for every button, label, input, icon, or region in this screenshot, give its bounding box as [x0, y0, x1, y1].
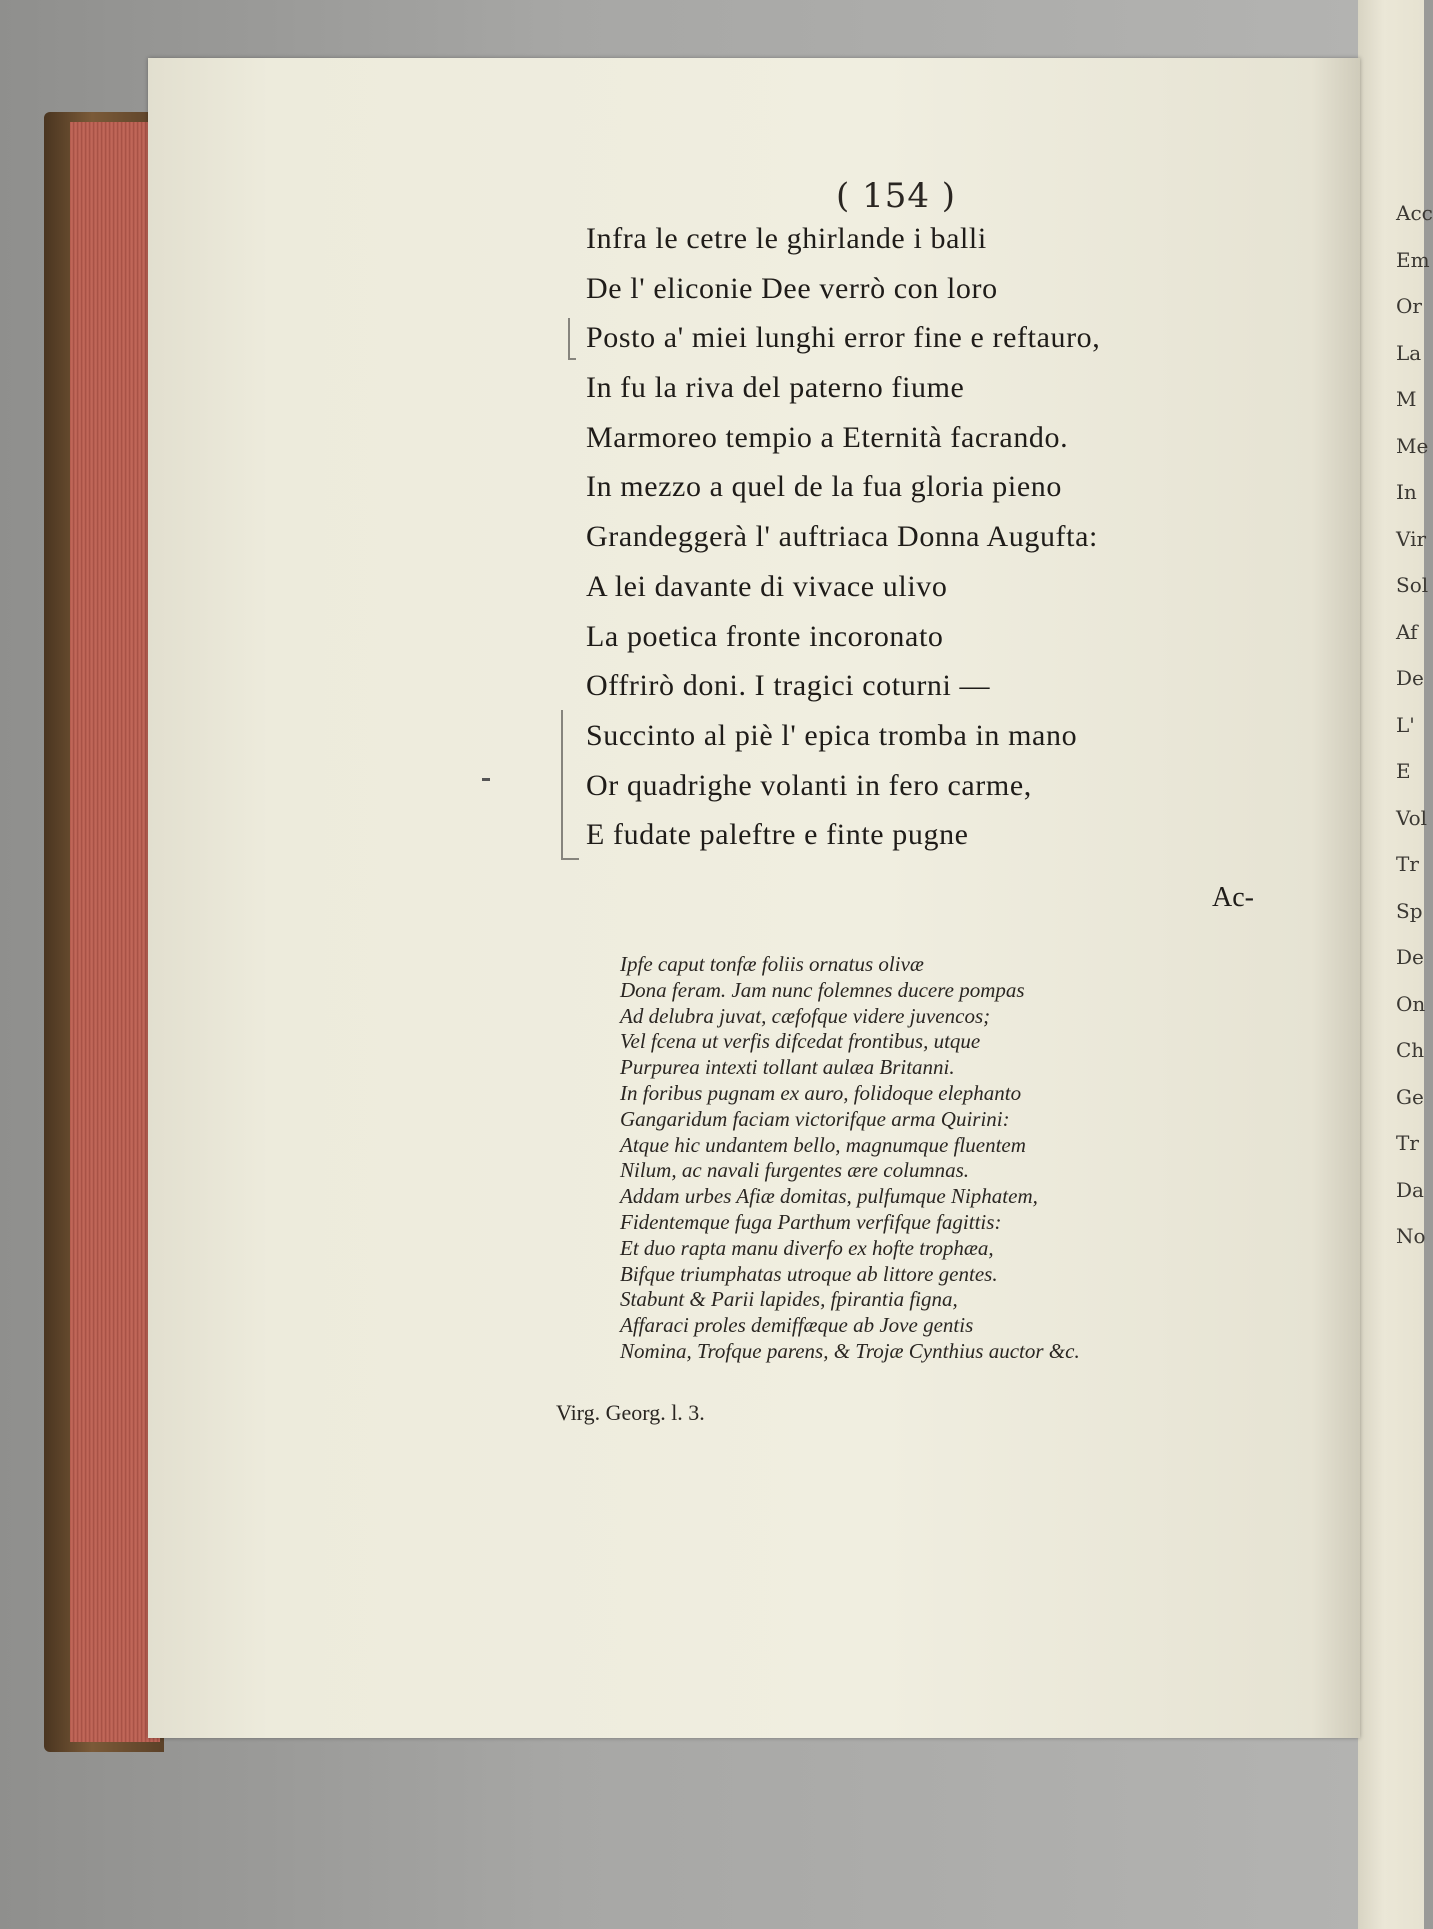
verse-line: In fu la riva del paterno fiume: [586, 371, 965, 405]
verse-line: E fudate paleftre e finte pugne: [586, 818, 969, 852]
verse-line: La poetica fronte incoronato: [586, 619, 944, 653]
verse-block: [586, 214, 1326, 860]
facing-page-text: [1396, 190, 1433, 1260]
footnote-line: Gangaridum faciam victorifque arma Quirini:: [620, 1106, 1010, 1131]
footnote-line: Vel fcena ut verfis difcedat frontibus, utque: [620, 1029, 981, 1054]
footnote-line: Bifque triumphatas utroque ab littore gentes.: [620, 1261, 998, 1286]
facing-letter: De: [1396, 666, 1424, 690]
facing-letter: Vir: [1396, 526, 1427, 551]
footnote-line: Ipfe caput tonfæ foliis ornatus olivæ: [620, 952, 924, 976]
facing-letter: Em: [1396, 247, 1430, 272]
pencil-bracket-mark: [561, 710, 579, 860]
facing-letter: Tr: [1396, 852, 1419, 876]
facing-letter: In: [1396, 480, 1417, 504]
facing-letter: Tr: [1396, 1131, 1419, 1155]
facing-letter: Da: [1396, 1177, 1424, 1202]
verse-line: Offrirò doni. I tragici coturni —: [586, 669, 991, 703]
footnote-line: Purpurea intexti tollant aulæa Britanni.: [620, 1055, 955, 1080]
facing-letter: Ch: [1396, 1038, 1425, 1062]
facing-letter: Af: [1396, 619, 1418, 644]
facing-letter: De: [1396, 945, 1424, 969]
page-number: ( 154 ): [836, 176, 957, 216]
facing-letter: Me: [1396, 433, 1429, 458]
verse-line: Grandeggerà l' auftriaca Donna Augufta:: [586, 520, 1098, 554]
facing-letter: L': [1396, 712, 1415, 737]
footnote-line: Stabunt & Parii lapides, fpirantia figna,: [620, 1287, 958, 1312]
facing-letter: Acc: [1396, 201, 1433, 225]
verse-line: Or quadrighe volanti in fero carme,: [586, 768, 1032, 802]
verse-line: Infra le cetre le ghirlande i balli: [586, 222, 987, 255]
footnote-line: Nomina, Trofque parens, & Trojæ Cynthius auctor &c.: [620, 1338, 1080, 1363]
footnote-line: Et duo rapta manu diverfo ex hofte trophæa,: [620, 1235, 994, 1260]
footnote-line: Ad delubra juvat, cæfofque videre juvencos;: [620, 1003, 991, 1028]
citation: Virg. Georg. l. 3.: [556, 1400, 705, 1425]
facing-letter: Vol: [1396, 805, 1428, 830]
verse-line: A lei davante di vivace ulivo: [586, 569, 948, 603]
footnote-line: Atque hic undantem bello, magnumque fluentem: [620, 1132, 1026, 1157]
facing-letter: Sp: [1396, 898, 1423, 923]
footnote-line: In foribus pugnam ex auro, folidoque elephanto: [620, 1080, 1022, 1105]
footnote-line: Affaraci proles demiffæque ab Jove gentis: [620, 1313, 974, 1338]
facing-letter: Sol: [1396, 573, 1429, 597]
facing-letter: Ge: [1396, 1084, 1424, 1109]
footnote-line: Dona feram. Jam nunc folemnes ducere pompas: [620, 977, 1025, 1002]
footnote-line: Addam urbes Afiæ domitas, pulfumque Niphatem,: [620, 1184, 1038, 1209]
catchword: Ac-: [1212, 882, 1254, 913]
facing-letter: No: [1396, 1224, 1426, 1248]
footnote-line: Nilum, ac navali furgentes ære columnas.: [620, 1158, 969, 1183]
footnote-line: Fidentemque fuga Parthum verfifque fagittis:: [620, 1209, 1002, 1234]
footnote-block: [620, 952, 1260, 1365]
verse-line: Succinto al piè l' epica tromba in mano: [586, 718, 1078, 752]
verse-line: Posto a' miei lunghi error fine e reftauro,: [586, 321, 1101, 355]
facing-letter: Or: [1396, 294, 1422, 318]
facing-letter: La: [1396, 340, 1422, 365]
verse-line: In mezzo a quel de la fua gloria pieno: [586, 470, 1062, 504]
pencil-bracket-mark: [568, 318, 576, 360]
facing-letter: On: [1396, 991, 1426, 1016]
page-edges: [70, 122, 160, 1742]
facing-letter: M: [1396, 387, 1417, 411]
verse-line: De l' eliconie Dee verrò con loro: [586, 271, 998, 305]
facing-letter: E: [1396, 759, 1411, 783]
verse-line: Marmoreo tempio a Eternità facrando.: [586, 420, 1069, 454]
ink-spot: [482, 778, 490, 781]
